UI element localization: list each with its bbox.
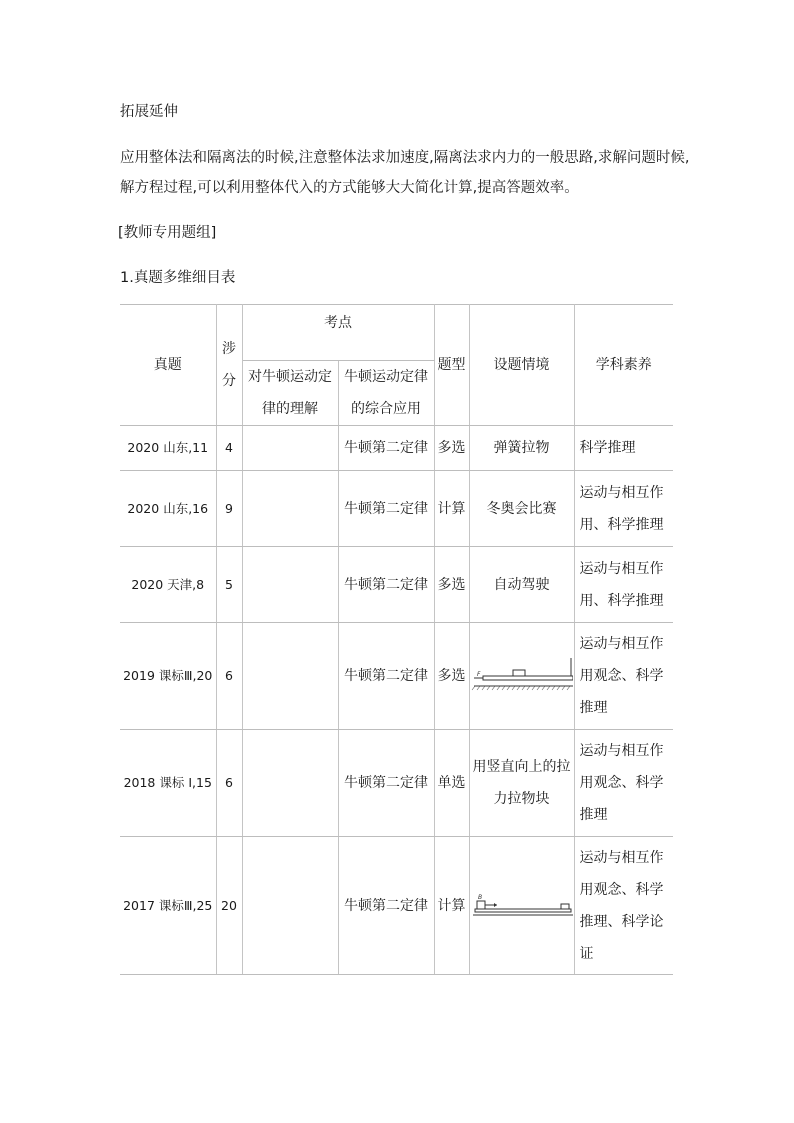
header-score-line: 分 (222, 373, 236, 389)
ground-hatch (472, 686, 570, 690)
cell-literacy (574, 837, 673, 975)
cell-kd1 (242, 623, 338, 730)
literacy-line: 推理 (579, 700, 608, 716)
cell-exam: 2018 课标 Ⅰ,15 (120, 730, 216, 837)
cell-literacy (574, 426, 673, 471)
cell-score: 9 (216, 471, 242, 547)
paragraph-line-2: 解方程过程,可以利用整体代入的方式能够大大简化计算,提高答题效率。 (120, 180, 579, 196)
block-shape (513, 670, 525, 676)
cell-literacy (574, 730, 673, 837)
cell-kd1 (242, 547, 338, 623)
cell-kd2: 牛顿第二定律 (338, 547, 434, 623)
literacy-line: 用观念、科学 (579, 881, 664, 898)
header-kd2-line: 牛顿运动定律 (344, 369, 428, 385)
header-kaodian: 考点 (242, 305, 434, 361)
cell-type: 多选 (434, 623, 469, 730)
cell-scenario (469, 837, 574, 975)
cell-scenario: 冬奥会比赛 (469, 471, 574, 547)
cell-exam: 2020 天津,8 (120, 547, 216, 623)
header-literacy: 学科素养 (574, 305, 673, 426)
header-score-line: 涉 (222, 341, 236, 357)
arrow-head (494, 903, 497, 907)
cell-score: 4 (216, 426, 242, 471)
literacy-line: 证 (579, 945, 594, 962)
table-row (120, 837, 673, 975)
literacy-line: 用、科学推理 (579, 592, 664, 609)
literacy-line: 用、科学推理 (579, 516, 664, 533)
literacy-line: 运动与相互作 (579, 849, 664, 866)
block-on-board-diagram (471, 656, 573, 696)
cell-exam: 2017 课标Ⅲ,25 (120, 837, 216, 975)
list-title: 1.真题多维细目表 (120, 270, 236, 286)
cell-type: 多选 (434, 426, 469, 471)
detail-table (120, 304, 673, 975)
cell-type: 计算 (434, 837, 469, 975)
cell-kd2: 牛顿第二定律 (338, 426, 434, 471)
literacy-line: 科学推理 (579, 440, 636, 456)
header-kd2 (338, 361, 434, 426)
table-row (120, 547, 673, 623)
literacy-line: 用观念、科学 (579, 668, 664, 684)
cell-score: 6 (216, 730, 242, 837)
cell-type: 单选 (434, 730, 469, 837)
force-label: F (476, 671, 480, 678)
block-shape (477, 901, 485, 909)
board-shape (475, 909, 571, 912)
header-scenario: 设题情境 (469, 305, 574, 426)
cell-type: 多选 (434, 547, 469, 623)
cell-scenario (469, 623, 574, 730)
cell-kd1 (242, 730, 338, 837)
literacy-line: 运动与相互作 (579, 484, 664, 501)
cell-kd1 (242, 471, 338, 547)
cell-type: 计算 (434, 471, 469, 547)
board-shape (483, 676, 573, 680)
cell-kd1 (242, 837, 338, 975)
cell-kd2: 牛顿第二定律 (338, 837, 434, 975)
literacy-line: 运动与相互作 (579, 560, 664, 577)
block-on-table-diagram (471, 891, 573, 921)
literacy-line: 推理 (579, 807, 608, 823)
table-header-row (120, 305, 673, 361)
literacy-line: 推理、科学论 (579, 913, 664, 930)
cell-score: 20 (216, 837, 242, 975)
literacy-line: 运动与相互作 (579, 636, 664, 652)
header-type: 题型 (434, 305, 469, 426)
header-kd1-line: 律的理解 (262, 401, 318, 417)
header-exam: 真题 (120, 305, 216, 426)
cell-score: 5 (216, 547, 242, 623)
table-row (120, 623, 673, 730)
cell-literacy (574, 547, 673, 623)
table-row (120, 471, 673, 547)
cell-scenario: 弹簧拉物 (469, 426, 574, 471)
cell-scenario (469, 730, 574, 837)
scenario-line: 用竖直向上的拉 (472, 759, 571, 775)
cell-kd2: 牛顿第二定律 (338, 730, 434, 837)
header-kd2-line: 的综合应用 (351, 401, 421, 417)
group-label: [教师专用题组] (118, 225, 217, 241)
table-row (120, 730, 673, 837)
cell-literacy (574, 471, 673, 547)
cell-kd2: 牛顿第二定律 (338, 623, 434, 730)
header-kd1 (242, 361, 338, 426)
table-row (120, 426, 673, 471)
header-score (216, 305, 242, 426)
cell-kd1 (242, 426, 338, 471)
cell-scenario: 自动驾驶 (469, 547, 574, 623)
cell-exam: 2020 山东,11 (120, 426, 216, 471)
literacy-line: 运动与相互作 (579, 743, 664, 759)
scenario-line: 力拉物块 (493, 791, 550, 807)
cell-exam: 2020 山东,16 (120, 471, 216, 547)
end-block-shape (561, 904, 569, 909)
header-kd1-line: 对牛顿运动定 (248, 369, 332, 385)
literacy-line: 用观念、科学 (579, 775, 664, 791)
cell-score: 6 (216, 623, 242, 730)
cell-kd2: 牛顿第二定律 (338, 471, 434, 547)
cell-literacy (574, 623, 673, 730)
paragraph-line-1: 应用整体法和隔离法的时候,注意整体法求加速度,隔离法求内力的一般思路,求解问题时候, (120, 150, 690, 166)
section-heading: 拓展延伸 (120, 104, 178, 120)
cell-exam: 2019 课标Ⅲ,20 (120, 623, 216, 730)
block-label: B (477, 893, 482, 901)
